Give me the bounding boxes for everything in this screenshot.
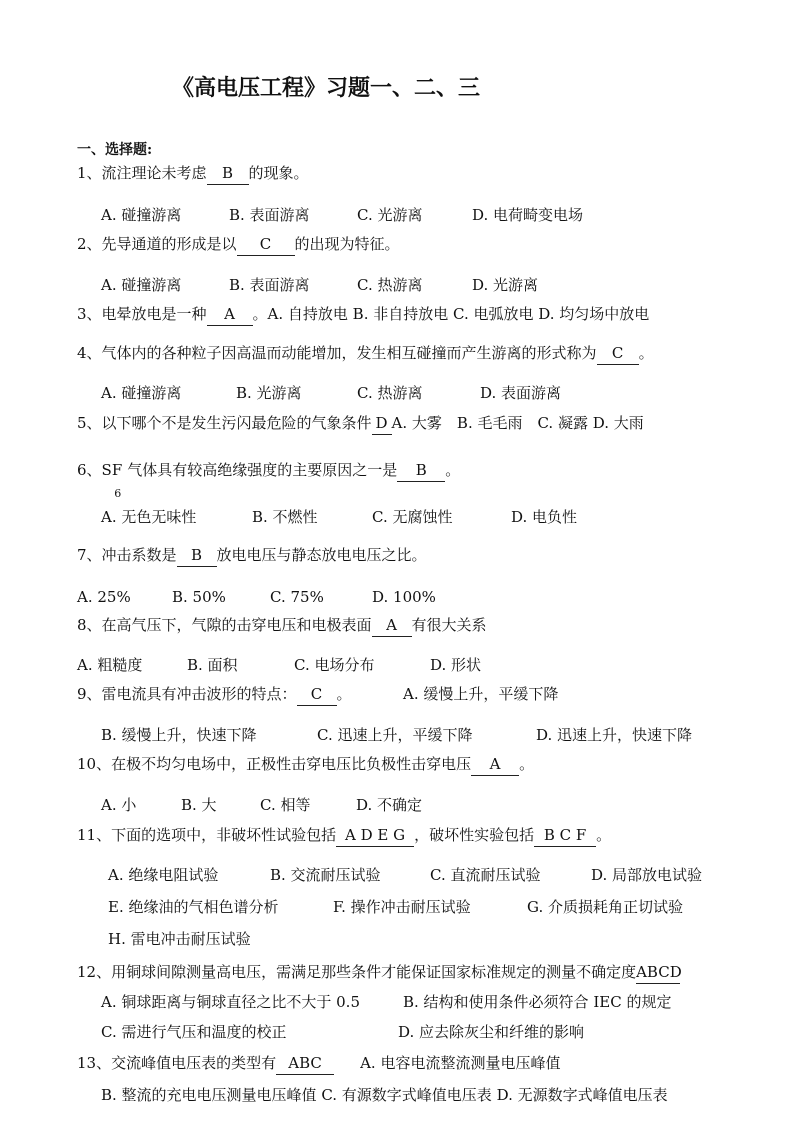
option: D. 局部放电试验 xyxy=(591,866,703,884)
option: D. 不确定 xyxy=(356,796,423,814)
answer-blank: C xyxy=(237,234,295,256)
section-heading: 一、选择题: xyxy=(77,142,153,158)
option: C. 需进行气压和温度的校正 xyxy=(101,1023,287,1041)
option: B. 结构和使用条件必须符合 IEC 的规定 xyxy=(403,993,672,1011)
option: A. 铜球距离与铜球直径之比不大于 0.5 xyxy=(101,993,360,1011)
question-text: 4、气体内的各种粒子因高温而动能增加，发生相互碰撞而产生游离的形式称为 xyxy=(77,344,597,362)
option: C. 75% xyxy=(270,588,324,606)
option: H. 雷电冲击耐压试验 xyxy=(108,930,251,948)
answer-blank: C xyxy=(297,684,337,706)
option: C. 热游离 xyxy=(357,276,423,294)
question-text: 。A. 自持放电 B. 非自持放电 C. 电弧放电 D. 均匀场中放电 xyxy=(252,305,650,323)
question-6 xyxy=(77,460,461,500)
question-text: A. 电容电流整流测量电压峰值 xyxy=(360,1054,561,1072)
option: C. 光游离 xyxy=(357,206,423,224)
question-2 xyxy=(77,234,400,256)
option: B. 交流耐压试验 xyxy=(270,866,381,884)
option: D. 光游离 xyxy=(472,276,539,294)
option: E. 绝缘油的气相色谱分析 xyxy=(108,898,279,916)
option: D. 表面游离 xyxy=(480,384,562,402)
option: D. 电负性 xyxy=(511,508,578,526)
option: B. 表面游离 xyxy=(229,206,310,224)
answer-blank: A D E G xyxy=(336,825,414,847)
option: C. 热游离 xyxy=(357,384,423,402)
option: D. 100% xyxy=(372,588,436,606)
answer-blank: B xyxy=(207,163,249,185)
question-11 xyxy=(77,825,611,847)
question-text: 13、交流峰值电压表的类型有 xyxy=(77,1054,277,1072)
answer-blank: D xyxy=(372,413,392,435)
answer-blank: A xyxy=(207,304,253,326)
question-text: 有很大关系 xyxy=(411,616,487,634)
question-text: 6、SF xyxy=(77,461,123,479)
option-line: B. 整流的充电电压测量电压峰值 C. 有源数字式峰值电压表 D. 无源数字式峰值电压表 xyxy=(101,1086,668,1104)
question-text: 11、下面的选项中，非破坏性试验包括 xyxy=(77,826,337,844)
question-text: 放电电压与静态放电电压之比。 xyxy=(216,546,427,564)
answer-blank: ABCD xyxy=(636,962,680,984)
answer-blank: B xyxy=(177,545,217,567)
option: A. 绝缘电阻试验 xyxy=(108,866,219,884)
option: D. 应去除灰尘和纤维的影响 xyxy=(398,1023,585,1041)
option: F. 操作冲击耐压试验 xyxy=(333,898,471,916)
question-9 xyxy=(77,684,352,706)
question-text: 5、以下哪个不是发生污闪最危险的气象条件 xyxy=(77,414,372,432)
question-text: 。 xyxy=(519,755,535,773)
question-text: 的现象。 xyxy=(248,164,309,182)
question-text: 8、在高气压下，气隙的击穿电压和电极表面 xyxy=(77,616,372,634)
question-text: 。 xyxy=(445,461,461,479)
answer-blank: A xyxy=(471,754,519,776)
question-text: 1、流注理论未考虑 xyxy=(77,164,207,182)
answer-blank: A xyxy=(372,615,412,637)
question-3 xyxy=(77,304,649,326)
question-text: ，破坏性实验包括 xyxy=(414,826,535,844)
option: D. 电荷畸变电场 xyxy=(472,206,584,224)
question-5 xyxy=(77,413,644,435)
option: G. 介质损耗角正切试验 xyxy=(527,898,683,916)
option: C. 直流耐压试验 xyxy=(430,866,541,884)
answer-blank: ABC xyxy=(276,1053,334,1075)
question-10 xyxy=(77,754,534,776)
option: A. 粗糙度 xyxy=(77,656,143,674)
option: C. 电场分布 xyxy=(294,656,375,674)
option: B. 缓慢上升，快速下降 xyxy=(101,726,257,744)
question-12 xyxy=(77,962,680,984)
option: A. 碰撞游离 xyxy=(101,206,182,224)
option: B. 光游离 xyxy=(236,384,302,402)
option: C. 相等 xyxy=(260,796,311,814)
question-text: 3、电晕放电是一种 xyxy=(77,305,207,323)
answer-blank: B C F xyxy=(534,825,596,847)
question-7 xyxy=(77,545,427,567)
question-4 xyxy=(77,343,654,365)
option: C. 无腐蚀性 xyxy=(372,508,453,526)
question-text: 气体具有较高绝缘强度的主要原因之一是 xyxy=(127,461,398,479)
page-title: 《高电压工程》习题一、二、三 xyxy=(172,75,481,101)
question-1 xyxy=(77,163,309,185)
option: A. 碰撞游离 xyxy=(101,276,182,294)
answer-blank: C xyxy=(597,343,639,365)
question-13 xyxy=(77,1053,560,1075)
option: A. 25% xyxy=(77,588,131,606)
question-text: 10、在极不均匀电场中，正极性击穿电压比负极性击穿电压 xyxy=(77,755,472,773)
option: B. 大 xyxy=(181,796,217,814)
question-8 xyxy=(77,615,487,637)
option: D. 迅速上升，快速下降 xyxy=(536,726,693,744)
answer-blank: B xyxy=(397,460,445,482)
option: B. 不燃性 xyxy=(252,508,318,526)
option: D. 形状 xyxy=(430,656,482,674)
option: B. 面积 xyxy=(187,656,238,674)
question-text: 。 xyxy=(638,344,654,362)
question-text: 9、雷电流具有冲击波形的特点： xyxy=(77,685,297,703)
question-text: 的出现为特征。 xyxy=(294,235,400,253)
option: B. 50% xyxy=(172,588,226,606)
question-text: 。 xyxy=(596,826,612,844)
option: A. 缓慢上升，平缓下降 xyxy=(403,685,559,703)
question-text: 2、先导通道的形成是以 xyxy=(77,235,237,253)
question-text: 。 xyxy=(336,685,352,703)
option: A. 小 xyxy=(101,796,137,814)
option: A. 无色无味性 xyxy=(101,508,197,526)
option: A. 碰撞游离 xyxy=(101,384,182,402)
question-text: A. 大雾 B. 毛毛雨 C. 凝露 D. 大雨 xyxy=(391,414,644,432)
subscript: 6 xyxy=(114,487,122,500)
option: C. 迅速上升，平缓下降 xyxy=(317,726,473,744)
question-text: 7、冲击系数是 xyxy=(77,546,177,564)
question-text: 12、用铜球间隙测量高电压，需满足那些条件才能保证国家标准规定的测量不确定度 xyxy=(77,963,637,981)
option: B. 表面游离 xyxy=(229,276,310,294)
